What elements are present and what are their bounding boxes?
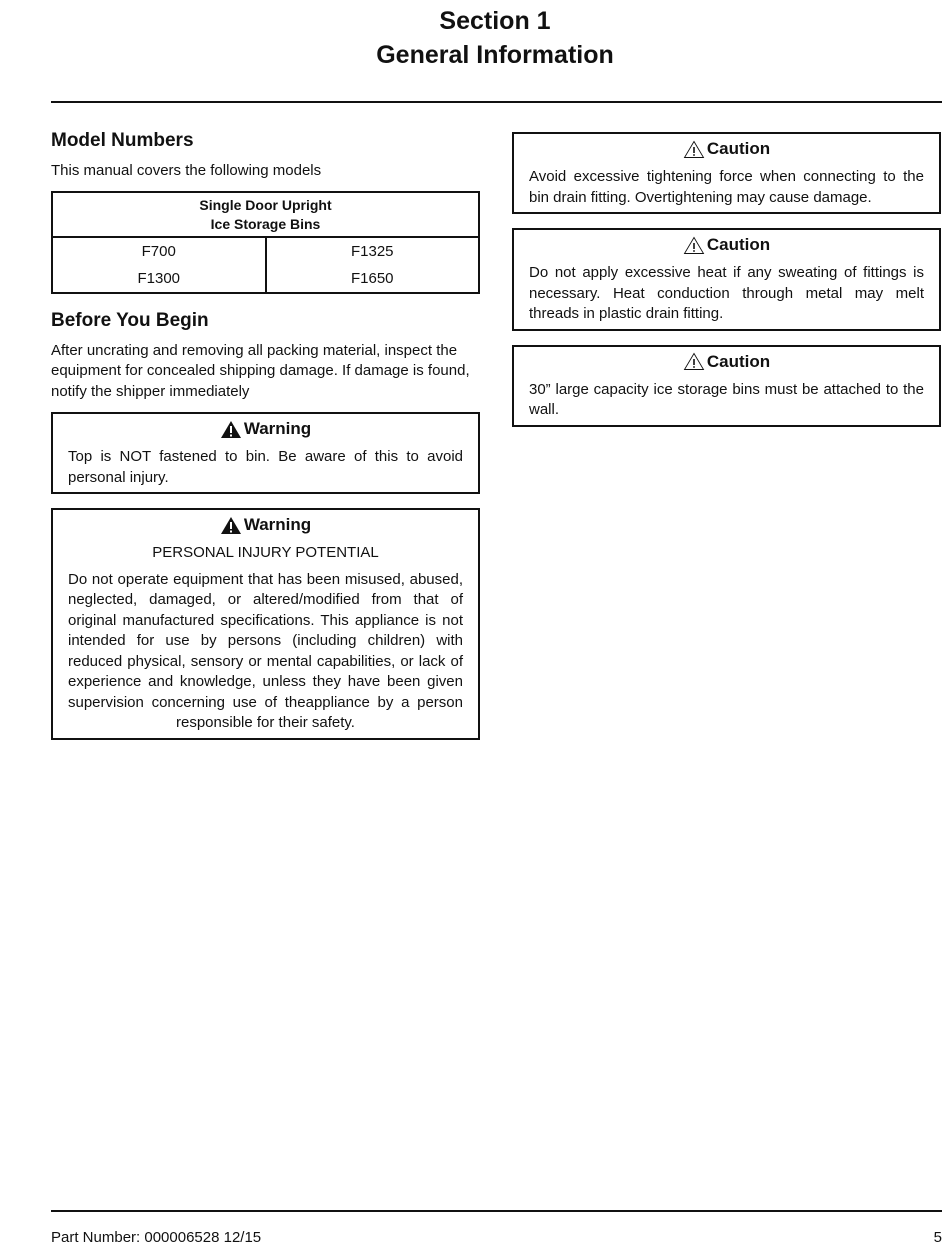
table-row — [52, 265, 479, 293]
caution-text: 30” large capacity ice storage bins must be attached to the wall. — [529, 380, 924, 418]
warning-box — [51, 412, 480, 494]
model-cell: F1650 — [350, 270, 394, 287]
caution-outline-icon — [683, 352, 705, 371]
model-table — [51, 191, 480, 294]
model-table-header-line2: Ice Storage Bins — [210, 216, 321, 232]
caution-label: Caution — [706, 139, 771, 158]
footer-rule — [51, 1210, 942, 1212]
caution-box — [512, 132, 941, 214]
part-number: Part Number: 000006528 12/15 — [51, 1229, 262, 1246]
before-you-begin-heading: Before You Begin — [51, 309, 209, 331]
before-you-begin-text: After uncrating and removing all packing material, inspect the equipment for concealed shipping damage. If damage is found, notify the shipper immediately — [51, 341, 470, 400]
caution-box — [512, 345, 941, 427]
caution-text: Do not apply excessive heat if any sweating of fittings is necessary. Heat conduction through metal may melt threads in plastic drain fitting. — [529, 264, 924, 322]
caution-heading — [529, 233, 924, 257]
left-column — [51, 128, 480, 740]
page-number: 5 — [933, 1229, 942, 1246]
model-cell: F700 — [52, 237, 266, 266]
model-numbers-heading: Model Numbers — [51, 130, 194, 151]
warning-text: Do not operate equipment that has been misused, abused, neglected, damaged, or altered/modified from that of original manufactured specifications. This appliance is not intended for use by persons (including children) with reduced physical, sensory or mental capabilities, or lack of experience and knowledge, unless they have been given supervision concerning use of theappliance by a person responsible for their safety. — [68, 570, 463, 731]
model-table-header-line1: Single Door Upright — [199, 196, 332, 213]
model-cell: F1325 — [350, 242, 394, 260]
right-column — [512, 132, 941, 427]
caution-heading — [529, 137, 924, 161]
caution-box — [512, 228, 941, 331]
header-rule — [51, 101, 942, 103]
page-title — [0, 4, 950, 72]
model-cell: F1300 — [52, 265, 266, 293]
caution-text: Avoid excessive tightening force when connecting to the bin drain fitting. Overtightening may cause damage. — [529, 168, 924, 206]
warning-filled-icon — [220, 420, 242, 439]
warning-heading — [68, 513, 463, 537]
warning-subtitle: PERSONAL INJURY POTENTIAL — [152, 544, 379, 561]
warning-text: Top is NOT fastened to bin. Be aware of this to avoid personal injury. — [68, 448, 463, 486]
caution-heading — [529, 350, 924, 374]
caution-label: Caution — [706, 351, 771, 371]
warning-filled-icon — [220, 516, 242, 535]
warning-heading — [68, 417, 463, 441]
model-numbers-intro: This manual covers the following models — [51, 162, 322, 179]
caution-outline-icon — [683, 236, 705, 255]
caution-outline-icon — [683, 140, 705, 159]
section-number: Section 1 — [439, 7, 551, 35]
table-row — [52, 237, 479, 266]
section-title: General Information — [376, 41, 614, 69]
warning-box — [51, 508, 480, 740]
model-table-header — [52, 192, 479, 237]
warning-label: Warning — [243, 419, 312, 438]
caution-label: Caution — [706, 235, 771, 254]
warning-label: Warning — [243, 515, 312, 534]
